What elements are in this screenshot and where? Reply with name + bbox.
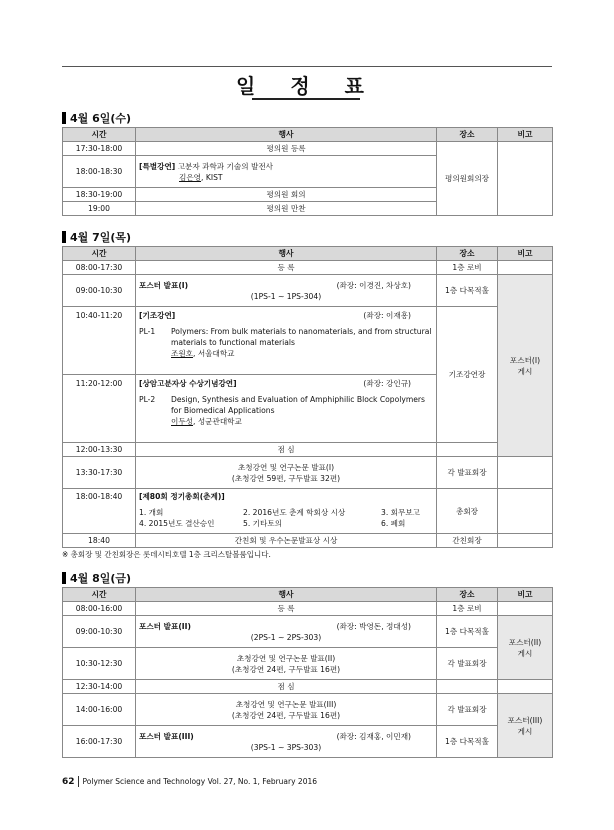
session-title: 포스터 발표(III) (139, 731, 194, 741)
table-row (63, 307, 553, 375)
session-line-1: 초청강연 및 연구논문 발표(III) (235, 699, 337, 709)
col-event: 행사 (136, 247, 437, 261)
speaker-affiliation: , 성균관대학교 (193, 417, 242, 426)
time-cell: 13:30-17:30 (63, 457, 136, 489)
poster-note: 포스터(II) 게시 (508, 637, 542, 658)
time-cell: 09:00-10:30 (63, 616, 136, 648)
col-place: 장소 (437, 128, 498, 142)
agenda-item: 1. 개회 (139, 508, 164, 517)
time-cell: 08:00-17:30 (63, 261, 136, 275)
top-rule (62, 66, 552, 67)
note-cell (498, 616, 553, 680)
session-line-2: (초청강연 59편, 구두발표 32편) (231, 473, 341, 483)
page-footer (62, 776, 317, 787)
day3-heading (62, 570, 131, 586)
note-cell (498, 457, 553, 489)
session-line-2: (초청강연 24편, 구두발표 16편) (231, 664, 341, 674)
event-cell (136, 648, 437, 680)
lecture-code: PL-2 (139, 395, 156, 404)
place-cell (437, 443, 498, 457)
event-cell (136, 156, 437, 188)
event-cell: 평의원 회의 (136, 188, 437, 202)
time-cell: 14:00-16:00 (63, 694, 136, 726)
day1-table (62, 127, 553, 216)
day3-label: 4월 8일(금) (70, 572, 132, 585)
table-row (63, 616, 553, 648)
poster-range: (2PS-1 ~ 2PS-303) (250, 632, 322, 642)
col-note: 비고 (498, 588, 553, 602)
place-cell: 간친회장 (437, 534, 498, 548)
time-cell: 17:30-18:00 (63, 142, 136, 156)
session-title: 포스터 발표(II) (139, 621, 191, 631)
event-cell: 평의원 만찬 (136, 202, 437, 216)
day1-label: 4월 6일(수) (70, 112, 132, 125)
note-cell (498, 694, 553, 758)
agenda-item: 2. 2016년도 춘계 학회상 시상 (243, 508, 346, 517)
time-cell: 10:30-12:30 (63, 648, 136, 680)
day3-table (62, 587, 553, 758)
event-cell (136, 489, 437, 534)
col-note: 비고 (498, 128, 553, 142)
event-cell (136, 726, 437, 758)
time-cell: 18:00-18:40 (63, 489, 136, 534)
event-cell: 등 록 (136, 261, 437, 275)
lecture-title: 고분자 과학과 기술의 발전사 (177, 161, 273, 171)
session-title: 포스터 발표(I) (139, 280, 189, 290)
poster-note: 포스터(I) 게시 (509, 355, 541, 376)
table-row (63, 680, 553, 694)
place-cell: 1층 로비 (437, 602, 498, 616)
time-cell: 18:40 (63, 534, 136, 548)
note-cell (498, 142, 553, 216)
agenda-list (139, 507, 433, 529)
time-cell: 11:20-12:00 (63, 375, 136, 443)
note-cell (498, 261, 553, 275)
table-row (63, 275, 553, 307)
section-marker (62, 572, 66, 584)
table-row (63, 726, 553, 758)
event-cell: 간친회 및 우수논문발표상 시상 (136, 534, 437, 548)
table-row (63, 443, 553, 457)
chair: (좌장: 김재홍, 이민재) (336, 731, 411, 741)
table-row (63, 694, 553, 726)
col-time: 시간 (63, 128, 136, 142)
col-event: 행사 (136, 128, 437, 142)
time-cell: 18:00-18:30 (63, 156, 136, 188)
event-cell (136, 457, 437, 489)
time-cell: 09:00-10:30 (63, 275, 136, 307)
session-tag: [제80회 정기총회(춘계)] (139, 492, 225, 501)
table-row (63, 457, 553, 489)
col-note: 비고 (498, 247, 553, 261)
table-row (63, 489, 553, 534)
speaker-affiliation: , 서울대학교 (193, 349, 235, 358)
col-event: 행사 (136, 588, 437, 602)
place-cell (437, 680, 498, 694)
session-line-2: (초청강연 24편, 구두발표 16편) (231, 710, 341, 720)
time-cell: 12:30-14:00 (63, 680, 136, 694)
place-cell: 기조강연장 (437, 307, 498, 443)
poster-range: (3PS-1 ~ 3PS-303) (250, 742, 322, 752)
journal-citation: Polymer Science and Technology Vol. 27, No. 1, February 2016 (82, 777, 318, 786)
table-row (63, 142, 553, 156)
place-cell: 1층 다목적홀 (437, 726, 498, 758)
event-cell: 점 심 (136, 443, 437, 457)
place-cell: 1층 다목적홀 (437, 275, 498, 307)
col-place: 장소 (437, 588, 498, 602)
note-cell (498, 275, 553, 457)
event-cell: 평의원 등록 (136, 142, 437, 156)
time-cell: 18:30-19:00 (63, 188, 136, 202)
speaker-name: 이두성 (171, 417, 194, 426)
event-cell: 점 심 (136, 680, 437, 694)
session-tag: [기조강연] (139, 311, 176, 320)
event-cell (136, 616, 437, 648)
chair: (좌장: 이경진, 차상호) (336, 280, 411, 290)
table-row (63, 648, 553, 680)
speaker-name: 조원호 (171, 349, 194, 358)
chair: (좌장: 강인규) (363, 379, 411, 388)
place-cell: 총회장 (437, 489, 498, 534)
time-cell: 16:00-17:30 (63, 726, 136, 758)
note-cell (498, 534, 553, 548)
place-cell: 1층 로비 (437, 261, 498, 275)
agenda-item: 3. 회무보고 (381, 508, 421, 517)
agenda-item: 5. 기타토의 (243, 519, 283, 528)
event-cell (136, 694, 437, 726)
table-row (63, 261, 553, 275)
place-cell: 각 발표회장 (437, 694, 498, 726)
lecture-code: PL-1 (139, 327, 156, 336)
section-marker (62, 112, 66, 124)
note-cell (498, 602, 553, 616)
footnote: ※ 총회장 및 간친회장은 롯데시티호텔 1층 크리스탈볼룸입니다. (62, 550, 271, 559)
poster-range: (1PS-1 ~ 1PS-304) (250, 291, 322, 301)
agenda-item: 6. 폐회 (381, 519, 406, 528)
time-cell: 19:00 (63, 202, 136, 216)
day1-heading (62, 110, 131, 126)
place-cell: 각 발표회장 (437, 457, 498, 489)
session-line-1: 초청강연 및 연구논문 발표(II) (236, 653, 336, 663)
speaker-affiliation: , KIST (201, 172, 223, 182)
footer-divider (78, 776, 79, 787)
event-cell (136, 375, 437, 443)
table-row (63, 602, 553, 616)
time-cell: 12:00-13:30 (63, 443, 136, 457)
note-cell (498, 680, 553, 694)
event-cell (136, 307, 437, 375)
poster-note: 포스터(III) 게시 (507, 715, 543, 736)
session-tag: [특별강연] (139, 161, 176, 171)
day2-heading (62, 229, 131, 245)
page-title: 일 정 표 (236, 74, 378, 98)
col-place: 장소 (437, 247, 498, 261)
session-tag: [상암고분자상 수상기념강연] (139, 379, 237, 388)
page-number: 62 (62, 776, 75, 787)
session-line-1: 초청강연 및 연구논문 발표(I) (237, 462, 335, 472)
lecture-title: Design, Synthesis and Evaluation of Amphiphilic Block Copolymers for Biomedical Applications (171, 395, 425, 415)
place-cell: 평의원회의장 (437, 142, 498, 216)
col-time: 시간 (63, 588, 136, 602)
chair: (좌장: 박영돈, 정대성) (336, 621, 411, 631)
day2-label: 4월 7일(목) (70, 231, 132, 244)
col-time: 시간 (63, 247, 136, 261)
section-marker (62, 231, 66, 243)
day2-table (62, 246, 553, 548)
note-cell (498, 489, 553, 534)
place-cell: 1층 다목적홀 (437, 616, 498, 648)
title-underline (252, 98, 360, 100)
time-cell: 10:40-11:20 (63, 307, 136, 375)
time-cell: 08:00-16:00 (63, 602, 136, 616)
speaker-name: 김은영 (179, 172, 202, 182)
event-cell: 등 록 (136, 602, 437, 616)
chair: (좌장: 이재흥) (363, 311, 411, 320)
event-cell (136, 275, 437, 307)
agenda-item: 4. 2015년도 결산승인 (139, 519, 215, 528)
lecture-title: Polymers: From bulk materials to nanomaterials, and from structural materials to functional materials (171, 327, 432, 347)
place-cell: 각 발표회장 (437, 648, 498, 680)
table-row (63, 534, 553, 548)
